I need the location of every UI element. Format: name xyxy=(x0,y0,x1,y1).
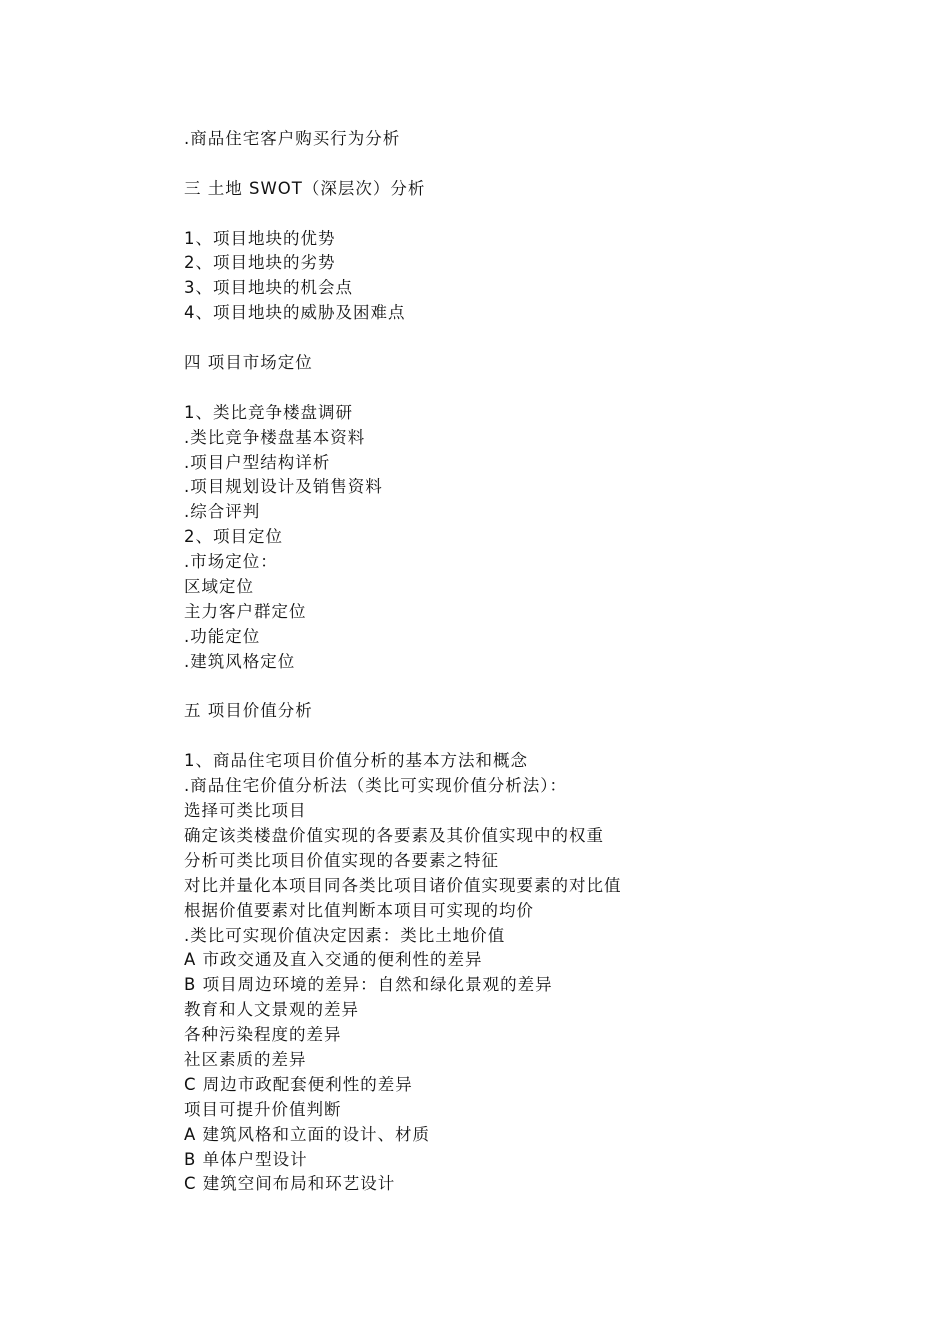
bullet-line: .项目户型结构详析 xyxy=(184,452,331,472)
blank-line xyxy=(184,152,884,177)
bullet-line: .类比竞争楼盘基本资料 xyxy=(184,427,366,447)
lettered-item: C 周边市政配套便利性的差异 xyxy=(184,1074,413,1094)
document-body xyxy=(184,127,884,1197)
bullet-line: .建筑风格定位 xyxy=(184,651,296,671)
blank-line xyxy=(184,326,884,351)
numbered-item: 4、项目地块的威胁及困难点 xyxy=(184,303,406,323)
text-line: 区域定位 xyxy=(184,577,254,597)
lettered-item: A 建筑风格和立面的设计、材质 xyxy=(184,1124,431,1144)
blank-line xyxy=(184,376,884,401)
blank-line xyxy=(184,202,884,227)
text-line: 教育和人文景观的差异 xyxy=(184,1000,359,1020)
section-heading-value: 五 项目价值分析 xyxy=(184,701,313,721)
text-line: 选择可类比项目 xyxy=(184,801,307,821)
text-line: 分析可类比项目价值实现的各要素之特征 xyxy=(184,850,499,870)
blank-line xyxy=(184,724,884,749)
bullet-line: .市场定位： xyxy=(184,552,278,572)
numbered-item: 1、商品住宅项目价值分析的基本方法和概念 xyxy=(184,751,528,771)
bullet-line: .功能定位 xyxy=(184,626,261,646)
numbered-item: 3、项目地块的机会点 xyxy=(184,278,353,298)
text-line: 社区素质的差异 xyxy=(184,1049,307,1069)
numbered-item: 1、类比竞争楼盘调研 xyxy=(184,402,353,422)
text-line: 项目可提升价值判断 xyxy=(184,1099,342,1119)
text-line: 根据价值要素对比值判断本项目可实现的均价 xyxy=(184,900,534,920)
numbered-item: 2、项目地块的劣势 xyxy=(184,253,336,273)
blank-line xyxy=(184,675,884,700)
numbered-item: 1、项目地块的优势 xyxy=(184,228,336,248)
text-line: 确定该类楼盘价值实现的各要素及其价值实现中的权重 xyxy=(184,825,604,845)
text-line: 主力客户群定位 xyxy=(184,601,307,621)
bullet-line: .类比可实现价值决定因素：类比土地价值 xyxy=(184,925,506,945)
bullet-line: .商品住宅价值分析法（类比可实现价值分析法）： xyxy=(184,776,567,796)
lettered-item: B 项目周边环境的差异：自然和绿化景观的差异 xyxy=(184,975,553,995)
numbered-item: 2、项目定位 xyxy=(184,527,283,547)
text-line: 各种污染程度的差异 xyxy=(184,1025,342,1045)
bullet-line: .项目规划设计及销售资料 xyxy=(184,477,383,497)
lettered-item: B 单体户型设计 xyxy=(184,1149,308,1169)
lettered-item: C 建筑空间布局和环艺设计 xyxy=(184,1174,396,1194)
lettered-item: A 市政交通及直入交通的便利性的差异 xyxy=(184,950,483,970)
bullet-line: .商品住宅客户购买行为分析 xyxy=(184,129,401,148)
section-heading-positioning: 四 项目市场定位 xyxy=(184,353,313,373)
bullet-line: .综合评判 xyxy=(184,502,261,522)
text-line: 对比并量化本项目同各类比项目诸价值实现要素的对比值 xyxy=(184,875,622,895)
section-heading-swot: 三 土地 SWOT（深层次）分析 xyxy=(184,178,426,198)
